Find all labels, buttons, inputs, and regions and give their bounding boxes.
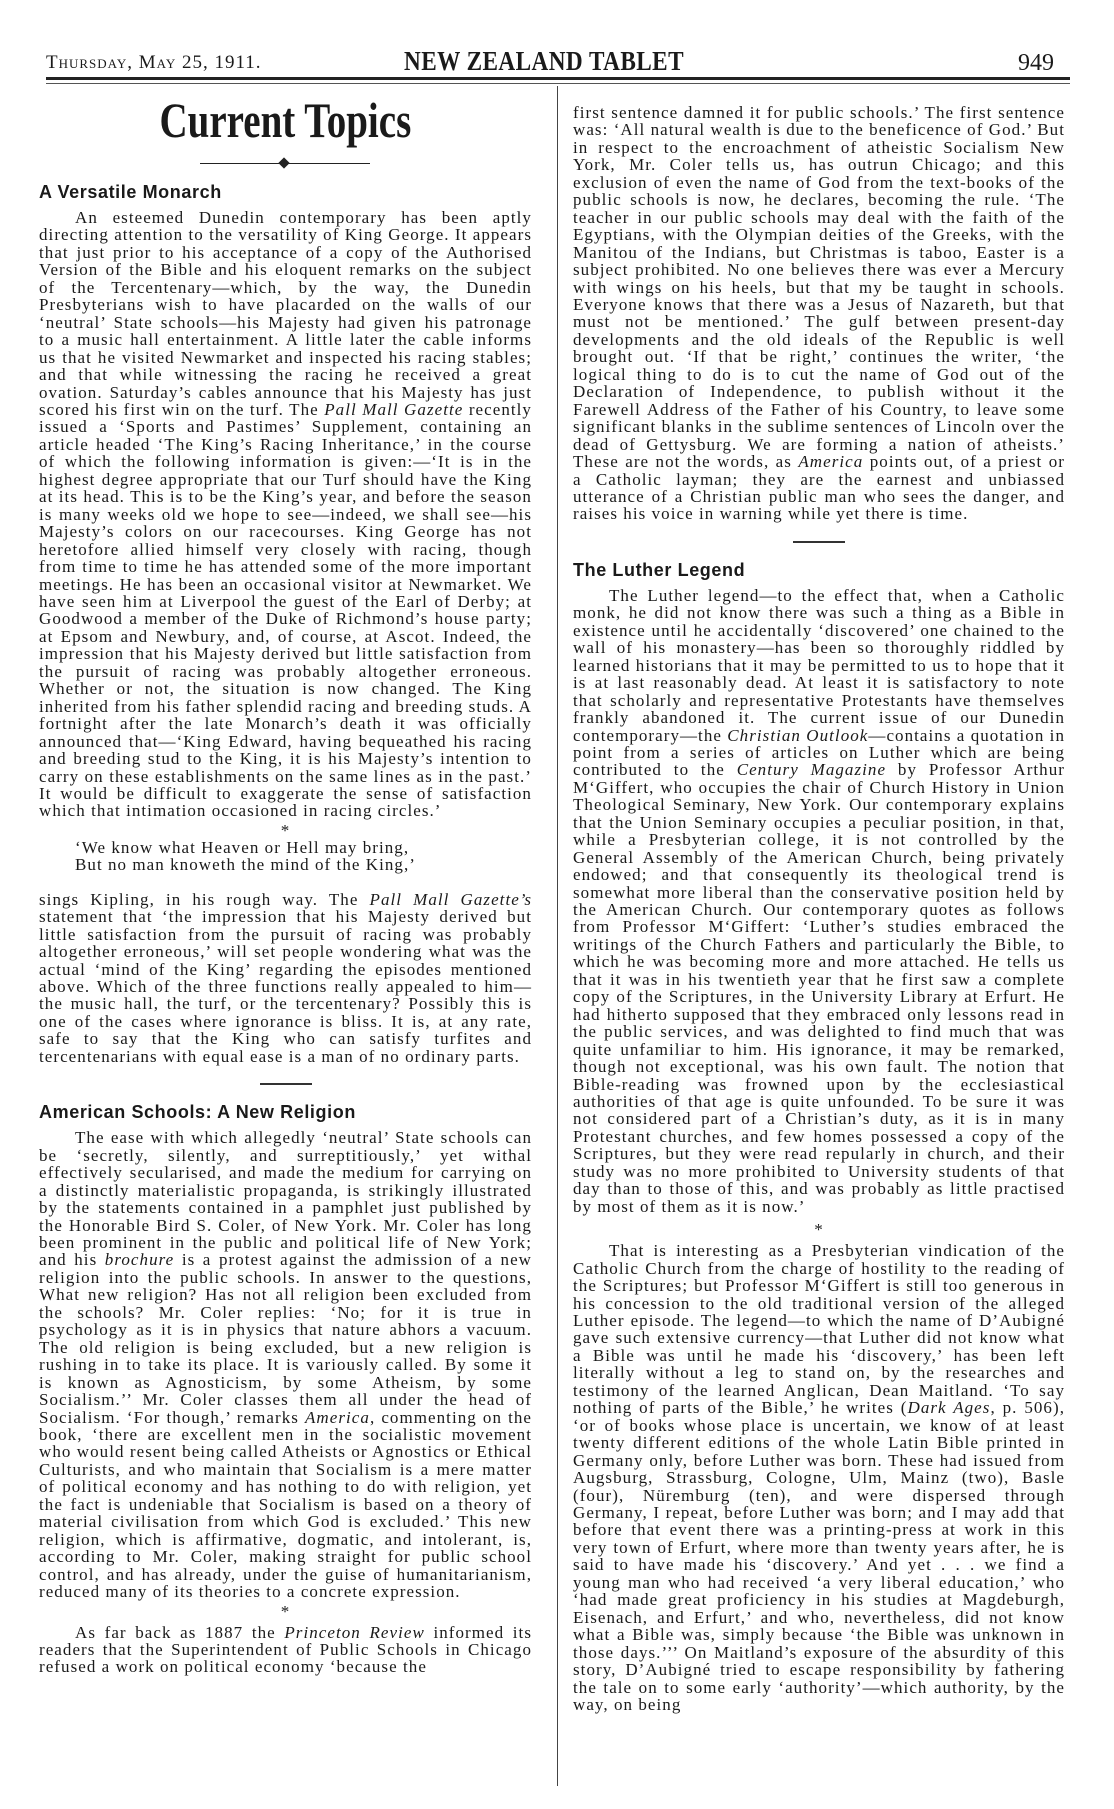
right-column [573,104,1065,1774]
paragraph [39,891,532,1066]
text: An esteemed Dunedin contemporary has been aptly directing attention to the versatility of King George. It appears that just prior to his acceptance of a copy of the Authorised Version of the Bible and his eloquent remarks on the subject of the Tercentenary—which, by the way, the Dunedin Presbyterians wish to have placarded on the walls of our ‘neutral’ State schools—his Majesty had given his patronage to a music hall entertainment. A little later the cable informs us that he visited Newmarket and inspected his racing stables; and that while witnessing the racing he received a great ovation. Saturday’s cables announce that his Majesty has just scored his first win on the turf. The [39,208,532,419]
page-number: 949 [1018,50,1054,76]
issue-date: Thursday, May 25, 1911. [46,52,262,73]
text: statement that ‘the impression that his Majesty derived but little satisfaction from the pursuit of racing was probably altogether erroneous,’ will set people wondering what was the actual ‘mind of the King’ regarding the episodes mentioned above. Which of the three functions really appealed to him—the music hall, the turf, or the tercentenary? Possibly this is one of the cases where ignorance is bliss. It is, at any rate, safe to say that the King who can satisfy turfites and tercentenarians with equal ease is a man of no ordinary parts. [39,907,532,1066]
section-title [39,92,532,148]
paragraph [573,587,1065,1215]
masthead-rule-thin [46,83,1070,84]
article-heading: A Versatile Monarch [39,182,222,202]
text: The Luther legend—to the effect that, when a Catholic monk, he did not know there was such a thing as a Bible in existence until he accidentally ‘discovered’ one chained to the wall of his monastery—has been so thoroughly riddled by learned historians that it may be permitted to us to hope that it is at last reasonably dead. At least it is satisfactory to note that scholarly and representative Protestants have themselves frankly abandoned it. The current issue of our Dunedin contemporary—the [573,585,1065,745]
italic-title: Pall Mall Gazette’s [369,889,532,909]
article-versatile-monarch [39,181,532,1065]
section-divider [260,1083,312,1085]
article-heading: American Schools: A New Religion [39,1102,356,1123]
text: As far back as 1887 the [75,1622,285,1642]
verse-line: ‘We know what Heaven or Hell may bring, [75,837,410,857]
column-divider [557,86,558,1786]
text: The ease with which allegedly ‘neutral’ State schools can be ‘secretly, silently, and surreptitiously,’ yet withal effectively secularised, and made the medium for carrying on a distinctly materialistic propaganda, is strikingly illustrated by the statements contained in a pamphlet just published by the Honorable Bird S. Coler, of New York. Mr. Coler has long been prominent in the public and political life of New York; and his [39,1128,532,1270]
asterisk-separator: * [814,1220,824,1240]
paragraph [39,1129,532,1600]
publication-title: NEW ZEALAND TABLET [404,46,685,76]
text: , p. 506), ‘or of books whose place is uncertain, we know of at least twenty different editions of the whole Latin Bible printed in Germany only, before Luther was born. These had issued from Augsburg, Strassburg, Cologne, Ulm, Mainz (two), Basle (four), Nüremburg (ten), and were dispersed through Germany, I repeat, before Luther was born; and I may add that before that event there was a printing-press at work in this very town of Erfurt, where more than twenty years after, he is said to have made his ‘discovery.’ And yet . . . we find a young man who had received ‘a very liberal education,’ who ‘had made great proficiency in his studies at Magdeburgh, Eisenach, and Erfurt,’ and who, nevertheless, did not know what a Bible was, simply because ‘the Bible was unknown in those days.’’’ On Maitland’s exposure of the absurdity of this story, D’Aubigné tried to escape responsibility by fathering the tale on to some early ‘authority’—which authority, by the way, on being [573,1398,1065,1714]
italic-title: Christian Outlook [727,725,869,745]
diamond-ornament-icon [278,157,289,168]
section-divider [793,541,845,543]
italic-title: Princeton Review [284,1622,425,1642]
text: informed its readers that the Superintendent of Public Schools in Chicago refused a work on political economy ‘because the [39,1622,532,1677]
left-column [39,181,532,1771]
italic-title: Pall Mall Gazette [324,399,464,419]
italic-title: brochure [104,1250,175,1270]
italic-title: America [305,1407,370,1427]
text: sings Kipling, in his rough way. The [39,889,370,909]
text: , commenting on the book, ‘there are excellent men in the socialistic movement who would resent being called Atheists or Agnostics or Ethical Culturists, and who maintain that Socialism is a mere matter of political economy and has nothing to do with religion, yet the fact is undeniable that Socialism is based on a theory of material civilisation from which God is excluded.’ This new religion, which is affirmative, dogmatic, and intolerant, is, according to Mr. Coler, making straight for public school control, and has already, under the guise of humanitarianism, reduced many of its theories to a concrete expression. [39,1407,532,1602]
text: recently issued a ‘Sports and Pastimes’ Supplement, containing an article headed ‘The King’s Racing Inheritance,’ in the course of which the following information is given:—‘It is in the highest degree appropriate that our Turf should have the King at its head. This is to be the King’s year, and before the season is many weeks old we hope to see—indeed, we shall see—his Majesty’s colors on our racecourses. King George has not heretofore allied himself very closely with racing, though from time to time he has attended some of the more important meetings. He has been an occasional visitor at Newmarket. We have seen him at Liverpool the guest of the Earl of Derby; at Goodwood a member of the Duke of Richmond’s house party; at Epsom and Newbury, and, of course, at Ascot. Indeed, the impression that his Majesty derived but little satisfaction from the pursuit of racing was probably altogether erroneous. Whether or not, the situation is now changed. The King inherited from his father splendid racing and breeding studs. A fortnight after the late Monarch’s death it was officially announced that—‘King Edward, having bequeathed his racing and breeding stud to the King, it is his Majesty’s intention to carry on these establishments on the same lines as in the past.’ It would be difficult to exaggerate the sense of satisfaction which that intimation occasioned in racing circles.’ [39,399,532,821]
article-heading: The Luther Legend [573,559,746,580]
paragraph [573,1242,1065,1713]
text: —contains a quotation in point from a series of articles on Luther which are being contributed to the [573,725,1065,780]
article-luther-legend [573,559,1065,1714]
text: is a protest against the admission of a new religion into the public schools. In answer to the questions, What new religion? Has not all religion been excluded from the schools? Mr. Coler replies: ‘No; for it is true in psychology as it is in physics that nature abhors a vacuum. The old religion is being excluded, but a new religion is rushing in to take its place. It is variously called. By some it is known as Agnosticism, by some Atheism, by some Socialism.’’ Mr. Coler classes them all under the head of Socialism. ‘For though,’ remarks [39,1250,532,1427]
paragraph [39,1624,532,1676]
verse-line: But no man knoweth the mind of the King,’ [75,855,416,875]
italic-title: Dark Ages [907,1398,991,1418]
paragraph-continued [573,104,1065,523]
paragraph [39,209,532,820]
italic-title: Century Magazine [736,760,887,780]
asterisk-separator: * [280,1601,291,1621]
text: by Professor Arthur M‘Giffert, who occupies the chair of Church History in Union Theological Seminary, New York. Our contemporary explains that the Union Seminary occupies a peculiar position, in that, while a Presbyterian college, it is not controlled by the General Assembly of the American Church, being privately endowed; and that consequently its theological trend is somewhat more liberal than the conservative position held by the American Church. Our contemporary quotes as follows from Professor M‘Giffert: ‘Luther’s studies embraced the writings of the Church Fathers and particularly the Bible, to which he was becoming more and more attached. He tells us that it was in his twentieth year that he first saw a complete copy of the Scriptures, in the University Library at Erfurt. He had hitherto supposed that they embraced only lessons read in the public services, and was delighted to find much that was quite unfamiliar to him. His ignorance, it may be remarked, though not exceptional, was his own fault. The notion that Bible-reading was frowned upon by the ecclesiastical authorities of that age is quite unfounded. To be sure it was not considered part of a Christian’s duty, as it is in many Protestant churches, and few homes possessed a copy of the Scriptures, but they were read repularly in church, and their study was no more prohibited to University students of that day than to those of this, and was probably as little practised by most of them as it is now.’ [573,760,1065,1216]
asterisk-separator: * [280,820,291,840]
masthead-rule [46,77,1070,80]
text: That is interesting as a Presbyterian vindication of the Catholic Church from the charge of hostility to the reading of the Scriptures; but Professor M‘Giffert is still too generous in his concession to the old traditional version of the alleged Luther episode. The legend—to which the name of D’Aubigné gave such extensive currency—that Luther did not know what a Bible was until he made his ‘discovery,’ has been left literally without a leg to stand on, by the researches and testimony of the learned Anglican, Dean Maitland. ‘To say nothing of parts of the Bible,’ he writes ( [573,1241,1065,1418]
text: points out, of a priest or a Catholic layman; they are the earnest and unbiassed utterance of a Christian public man who sees the danger, and raises his voice in warning while yet there is time. [573,452,1065,524]
text: first sentence damned it for public schools.’ The first sentence was: ‘All natural wealth is due to the beneficence of God.’ But in respect to the encroachment of atheistic Socialism New York, Mr. Coler tells us, has outrun Chicago; and this exclusion of even the name of God from the text-books of the public schools is now, he declares, becoming the rule. ‘The teacher in our public schools may deal with the faith of the Egyptians, with the Olympian deities of the Greeks, with the Manitou of the Indians, but Christmas is taboo, Easter is a subject prohibited. No one believes there was ever a Mercury with wings on his heels, but that my be taught in schools. Everyone knows that there was a Jesus of Nazareth, but that must not be mentioned.’ The gulf between present-day developments and the old ideals of the Republic is well brought out. ‘If that be right,’ continues the writer, ‘the logical thing to do is to cut the name of God out of the Declaration of Independence, to publish without it the Farewell Address of the Father of his Country, to leave some significant blanks in the sublime sentences of Lincoln over the dead of Gettysburg. We are forming a nation of atheists.’ These are not the words, as [573,104,1065,472]
article-american-schools [39,1101,532,1676]
verse-quote [39,839,532,874]
section-title-text: Current Topics [159,92,412,148]
italic-title: America [798,452,864,472]
